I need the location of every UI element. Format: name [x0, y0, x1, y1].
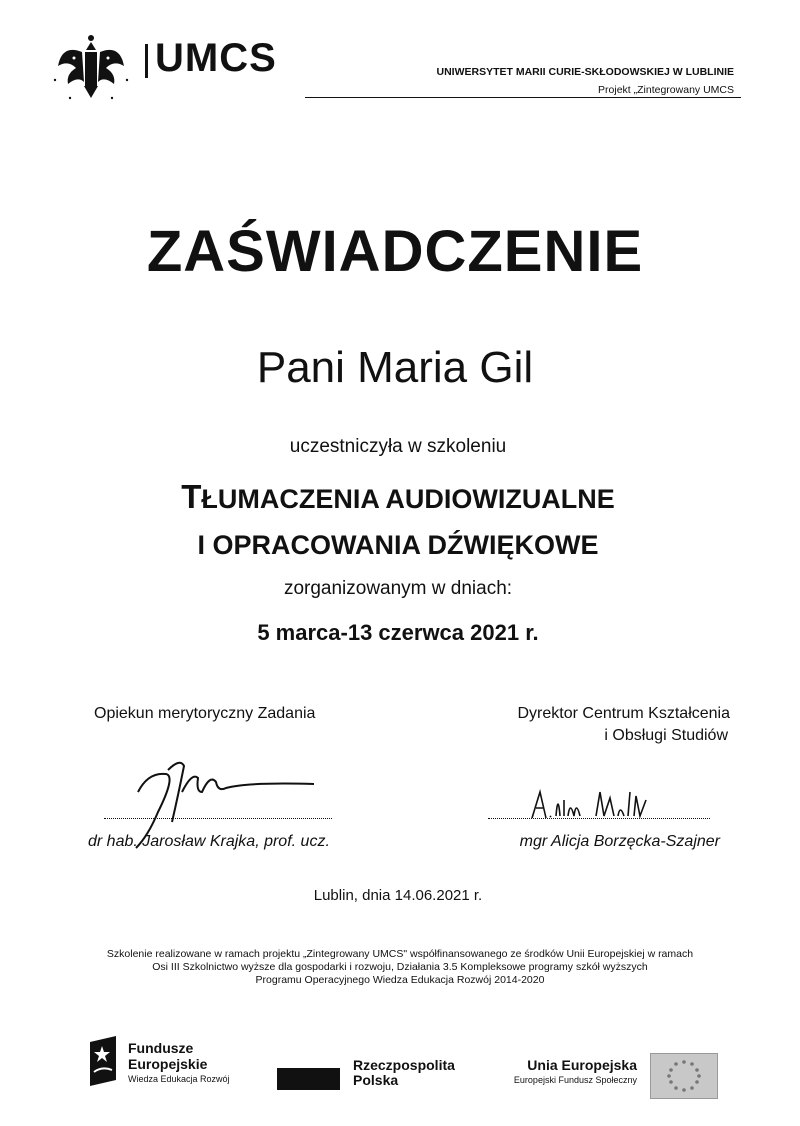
funds-logo-line1: Fundusze	[128, 1040, 194, 1056]
eu-logo-line1: Unia Europejska	[527, 1057, 637, 1073]
course-title-line1	[0, 478, 796, 516]
place-and-date: Lublin, dnia 14.06.2021 r.	[313, 887, 483, 904]
right-signatory-role-line1: Dyrektor Centrum Kształcenia	[517, 705, 730, 722]
funds-logo-line2: Europejskie	[128, 1056, 208, 1072]
right-signatory-role-line2: i Obsługi Studiów	[604, 727, 728, 744]
right-handwritten-signature	[528, 786, 658, 822]
funds-star-icon	[88, 1036, 118, 1086]
right-signatory-name: mgr Alicja Borzęcka-Szajner	[519, 833, 720, 850]
organized-text: zorganizowanym w dniach:	[283, 578, 513, 599]
eu-logo-line2: Europejski Fundusz Społeczny	[513, 1075, 637, 1085]
certificate-title: ZAŚWIADCZENIE	[146, 219, 644, 284]
poland-flag-icon	[277, 1068, 340, 1090]
umcs-logo-text: UMCS	[155, 36, 277, 80]
logo-divider	[145, 44, 148, 78]
header-rule	[305, 97, 741, 98]
left-signature-line	[104, 818, 332, 819]
recipient-name: Pani Maria Gil	[256, 343, 534, 392]
funding-note-line3: Programu Operacyjnego Wiedza Edukacja Rozwój 2014-2020	[255, 974, 545, 986]
rp-logo-line1: Rzeczpospolita	[353, 1057, 455, 1073]
university-name: UNIWERSYTET MARII CURIE-SKŁODOWSKIEJ W LUBLINIE	[436, 66, 734, 78]
funding-note-line2: Osi III Szkolnictwo wyższe dla gospodarki i rozwoju, Działania 3.5 Kompleksowe programy szkół wyższych	[152, 961, 648, 973]
funds-logo-line3: Wiedza Edukacja Rozwój	[128, 1074, 230, 1084]
course-dates: 5 marca-13 czerwca 2021 r.	[257, 620, 539, 645]
left-signatory-name: dr hab. Jarosław Krajka, prof. ucz.	[88, 833, 330, 850]
course-title-rest: ŁUMACZENIA AUDIOWIZUALNE	[201, 484, 615, 514]
funding-note	[60, 948, 740, 987]
project-name: Projekt „Zintegrowany UMCS	[598, 84, 734, 96]
left-signatory-role: Opiekun merytoryczny Zadania	[94, 705, 316, 722]
participated-text: uczestniczyła w szkoleniu	[289, 436, 507, 457]
funding-note-line1: Szkolenie realizowane w ramach projektu „Zintegrowany UMCS" współfinansowanego ze środków Unii Europejskiej w ramach	[106, 948, 694, 960]
eu-flag-icon	[650, 1053, 718, 1099]
course-title-initial: T	[181, 478, 202, 515]
rp-logo-line2: Polska	[353, 1072, 399, 1088]
right-signature-line	[488, 818, 710, 819]
umcs-crest-icon	[52, 30, 130, 102]
course-title-line2: I OPRACOWANIA DŹWIĘKOWE	[197, 530, 599, 560]
